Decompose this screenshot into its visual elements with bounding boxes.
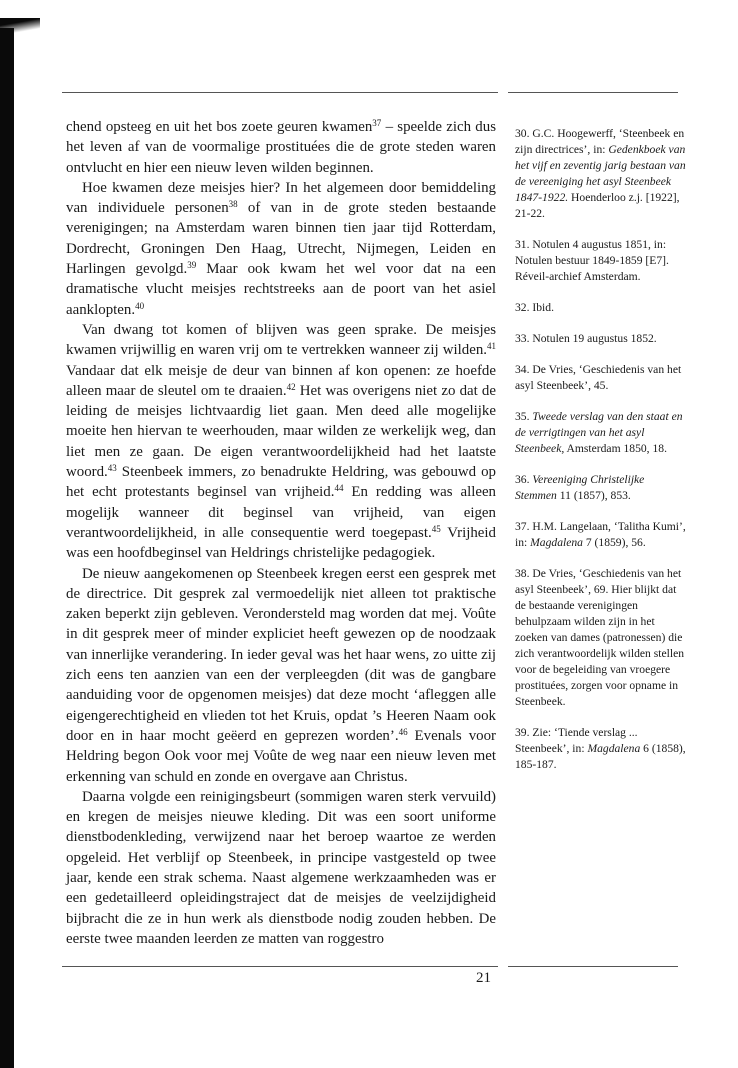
footnote-ref: 37 [372, 118, 382, 128]
paragraph-5: Daarna volgde een reinigingsbeurt (sommigen waren sterk vervuild) en kregen de meisjes nieuwe kleding. Dit was een soort uniforme dienstbodenkleding, verwijzend naar het beroep waartoe ze werden opgeleid. Het verblijf op Steenbeek, in principe vastgesteld op twee jaar, kende een strak schema. Naast algemene werkzaamheden was er een gedetailleerd opleidingstraject dat de meisjes de veelzijdigheid bijbracht die ze in hun werk als dienstbode nodig zouden hebben. De eerste twee maanden leerden ze matten van roggestro [66, 788, 496, 947]
footnote-36: 36. Vereeniging Christelijke Stemmen 11 (1857), 853. [515, 473, 645, 502]
footnote-38: 38. De Vries, ‘Geschiedenis van het asyl Steenbeek’, 69. Hier blijkt dat de bestaande verenigingen behulpzaam wilden zijn in het zoeken van dames (patronessen) die zich verantwoordelijk wilden stellen voor de begeleiding van vroegere prostituées, zorgen voor opname in Steenbeek. [515, 567, 685, 708]
paragraph-3: Van dwang tot komen of blijven was geen sprake. De meisjes kwamen vrijwillig en waren vrij om te vertrekken wanneer zij wilden.$^{41}$ Vandaar dat elk meisje de deur van binnen af kon openen: ze hoefde alleen maar de sleutel om te draaien.$^{42}$ Het was overigens niet zo dat de leiding de meisjes lichtvaardig liet gaan. Men deed alle mogelijke moeite hen hiervan te weerhouden, maar wilden ze werkelijk weg, dan liet men ze gaan. De eigen verantwoordelijkheid had het laatste woord.$^{43}$ Steenbeek immers, zo benadrukte Heldring, was gebouwd op het echt protestants beginsel van vrijheid.$^{44}$ En redding was alleen mogelijk wanneer dit beginsel van vrijheid, van eigen verantwoordelijkheid, in alle consequentie werd toegepast.$^{45}$ Vrijheid was een hoofdbeginsel van Heldrings christelijke pedagogiek. [66, 321, 497, 562]
footnote-ref: 38 [228, 199, 238, 210]
footnote-ref: 41 [487, 341, 496, 352]
main-text-column [66, 117, 496, 949]
footnote-39: 39. Zie: ‘Tiende verslag ... Steenbeek’, in: Magdalena 6 (1858), 185-187. [515, 726, 686, 771]
scan-shadow-edge [0, 28, 14, 1068]
top-rule-notes [508, 92, 678, 93]
footnote-ref: 43 [107, 463, 117, 474]
footnote-ref: 40 [135, 300, 145, 311]
footnote-32: 32. Ibid. [515, 301, 554, 314]
footnotes-column [515, 126, 687, 788]
footnote-35: 35. Tweede verslag van den staat en de verrigtingen van het asyl Steenbeek, Amsterdam 1850, 18. [515, 410, 683, 455]
footnote-37: 37. H.M. Langelaan, ‘Talitha Kumi’, in: Magdalena 7 (1859), 56. [515, 520, 686, 549]
footnote-31: 31. Notulen 4 augustus 1851, in: Notulen bestuur 1849-1859 [E7]. Réveil-archief Amsterdam. [515, 238, 669, 283]
bottom-rule-main [62, 966, 498, 967]
footnote-33: 33. Notulen 19 augustus 1852. [515, 332, 657, 345]
top-rule-main [62, 92, 498, 93]
footnote-ref: 42 [286, 381, 296, 392]
footnote-34: 34. De Vries, ‘Geschiedenis van het asyl Steenbeek’, 45. [515, 363, 682, 392]
footnote-ref: 46 [398, 726, 408, 737]
scan-shadow-corner [0, 18, 40, 36]
footnote-30: 30. G.C. Hoogewerff, ‘Steenbeek en zijn directrices’, in: Gedenkboek van het vijf en zeventig jarig bestaan van de vereeniging het asyl Steenbeek 1847-1922. Hoenderloo z.j. [1922], 21-22. [515, 127, 686, 220]
paragraph-2: Hoe kwamen deze meisjes hier? In het algemeen door bemiddeling van individuele personen$^{38}$ of van in de grote steden bestaande verenigingen; na Amsterdam waren binnen tien jaar tijd Rotterdam, Dordrecht, Groningen Den Haag, Utrecht, Nijmegen, Leiden en Harlingen gevolgd.$^{39}$ Maar ook kwam het wel voor dat na een dramatische vlucht meisjes rechtstreeks aan de poort van het asiel aanklopten.$^{40}$ [66, 179, 496, 318]
paragraph-1: chend opsteeg en uit het bos zoete geuren kwamen$^{37}$ – speelde zich dus het leven af van de voormalige prostituées die de grote steden waren ontvlucht en hier een nieuw leven wilden beginnen. [66, 118, 496, 176]
paragraph-4: De nieuw aangekomenen op Steenbeek kregen eerst een gesprek met de directrice. Dit gesprek zal vermoedelijk niet alleen tot praktische zaken beperkt zijn gebleven. Verondersteld mag worden dat mej. Voûte in dit gesprek meer of minder expliciet heeft gewezen op de noodzaak van innerlijke verandering. In ieder geval was het haar wens, zo uitte zij zich eens ten aanzien van een der verpleegden (dit was de gangbare aanduiding voor de opgenomen meisjes) dat deze mocht ‘afleggen alle eigengerechtigheid en vlieden tot het Kruis, opdat ’s Heeren Naam ook door en in haar mocht geëerd en geprezen worden’.$^{46}$ Evenals voor Heldring begon Ook voor mej Voûte de weg naar een nieuw leven met erkenning van schuld en zonde en overgave aan Christus. [66, 565, 496, 785]
footnote-ref: 39 [187, 260, 197, 271]
bottom-rule-notes [508, 966, 678, 967]
page-number: 21 [476, 970, 491, 986]
footnote-ref: 45 [431, 523, 441, 534]
footnote-ref: 44 [334, 483, 344, 494]
